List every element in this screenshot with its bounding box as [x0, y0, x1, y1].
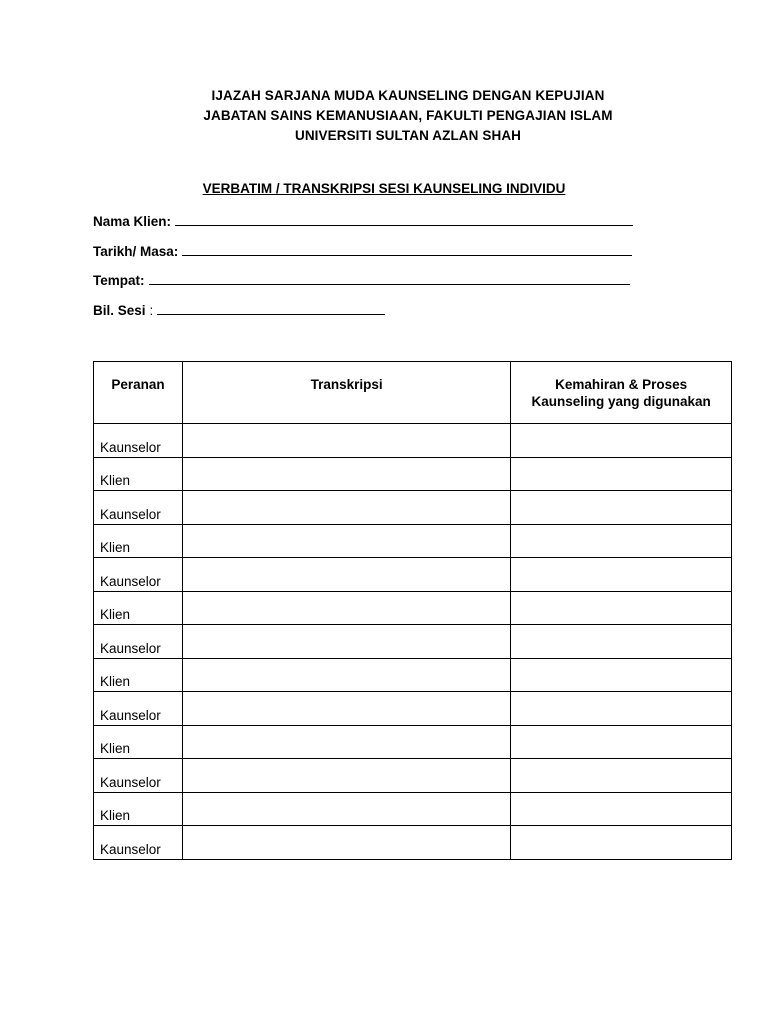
skills-cell[interactable] — [511, 826, 732, 860]
transcript-cell[interactable] — [182, 725, 510, 759]
role-cell: Kaunselor — [94, 491, 183, 525]
role-cell: Kaunselor — [94, 558, 183, 592]
skills-cell[interactable] — [511, 658, 732, 692]
skills-cell[interactable] — [511, 759, 732, 793]
table-body — [94, 424, 732, 860]
transcript-cell[interactable] — [182, 792, 510, 826]
header-university: UNIVERSITI SULTAN AZLAN SHAH — [294, 128, 522, 143]
skills-cell[interactable] — [511, 558, 732, 592]
skills-cell[interactable] — [511, 692, 732, 726]
transcript-cell[interactable] — [182, 759, 510, 793]
client-name-label: Nama Klien: — [93, 214, 172, 229]
role-cell: Kaunselor — [94, 692, 183, 726]
transcript-cell[interactable] — [182, 591, 510, 625]
header-programme: IJAZAH SARJANA MUDA KAUNSELING DENGAN KEPUJIAN — [211, 88, 605, 103]
table-row — [94, 491, 732, 525]
role-cell: Klien — [94, 725, 183, 759]
place-label: Tempat: — [93, 273, 145, 288]
table-row — [94, 826, 732, 860]
role-cell: Klien — [94, 457, 183, 491]
verbatim-table — [93, 361, 732, 860]
table-row — [94, 725, 732, 759]
skills-cell[interactable] — [511, 625, 732, 659]
transcript-cell[interactable] — [182, 424, 510, 458]
session-number-separator: : — [149, 303, 154, 318]
table-header-row — [94, 362, 732, 424]
role-cell: Kaunselor — [94, 625, 183, 659]
column-header-transcript: Transkripsi — [182, 362, 510, 424]
table-row — [94, 558, 732, 592]
column-header-skills — [511, 362, 732, 424]
column-header-skills-line2: Kaunseling yang digunakan — [531, 394, 711, 409]
role-cell: Kaunselor — [94, 424, 183, 458]
header-department: JABATAN SAINS KEMANUSIAAN, FAKULTI PENGAJIAN ISLAM — [203, 108, 613, 123]
role-cell: Klien — [94, 792, 183, 826]
table-row — [94, 591, 732, 625]
table-row — [94, 524, 732, 558]
role-cell: Klien — [94, 524, 183, 558]
client-name-input[interactable] — [175, 212, 633, 226]
skills-cell[interactable] — [511, 725, 732, 759]
table-row — [94, 792, 732, 826]
transcript-cell[interactable] — [182, 491, 510, 525]
role-cell: Klien — [94, 591, 183, 625]
date-time-field[interactable] — [93, 242, 632, 259]
transcript-cell[interactable] — [182, 826, 510, 860]
table-row — [94, 759, 732, 793]
place-input[interactable] — [149, 271, 630, 285]
role-cell: Kaunselor — [94, 759, 183, 793]
skills-cell[interactable] — [511, 457, 732, 491]
transcript-cell[interactable] — [182, 658, 510, 692]
table-row — [94, 692, 732, 726]
session-number-input[interactable] — [157, 301, 385, 315]
session-number-field[interactable] — [93, 301, 385, 318]
skills-cell[interactable] — [511, 424, 732, 458]
transcript-cell[interactable] — [182, 625, 510, 659]
skills-cell[interactable] — [511, 491, 732, 525]
place-field[interactable] — [93, 271, 630, 288]
form-title: VERBATIM / TRANSKRIPSI SESI KAUNSELING INDIVIDU — [202, 181, 566, 196]
skills-cell[interactable] — [511, 524, 732, 558]
transcript-cell[interactable] — [182, 558, 510, 592]
column-header-role: Peranan — [94, 362, 183, 424]
client-name-field[interactable] — [93, 212, 633, 229]
skills-cell[interactable] — [511, 591, 732, 625]
date-time-input[interactable] — [182, 242, 632, 256]
date-time-label: Tarikh/ Masa: — [93, 244, 179, 259]
transcript-cell[interactable] — [182, 457, 510, 491]
table-row — [94, 658, 732, 692]
table-row — [94, 625, 732, 659]
session-number-label: Bil. Sesi — [93, 303, 146, 318]
transcript-cell[interactable] — [182, 524, 510, 558]
table-row — [94, 457, 732, 491]
column-header-skills-line1: Kemahiran & Proses — [555, 377, 688, 392]
role-cell: Klien — [94, 658, 183, 692]
skills-cell[interactable] — [511, 792, 732, 826]
role-cell: Kaunselor — [94, 826, 183, 860]
table-row — [94, 424, 732, 458]
document-header — [0, 86, 768, 146]
transcript-cell[interactable] — [182, 692, 510, 726]
